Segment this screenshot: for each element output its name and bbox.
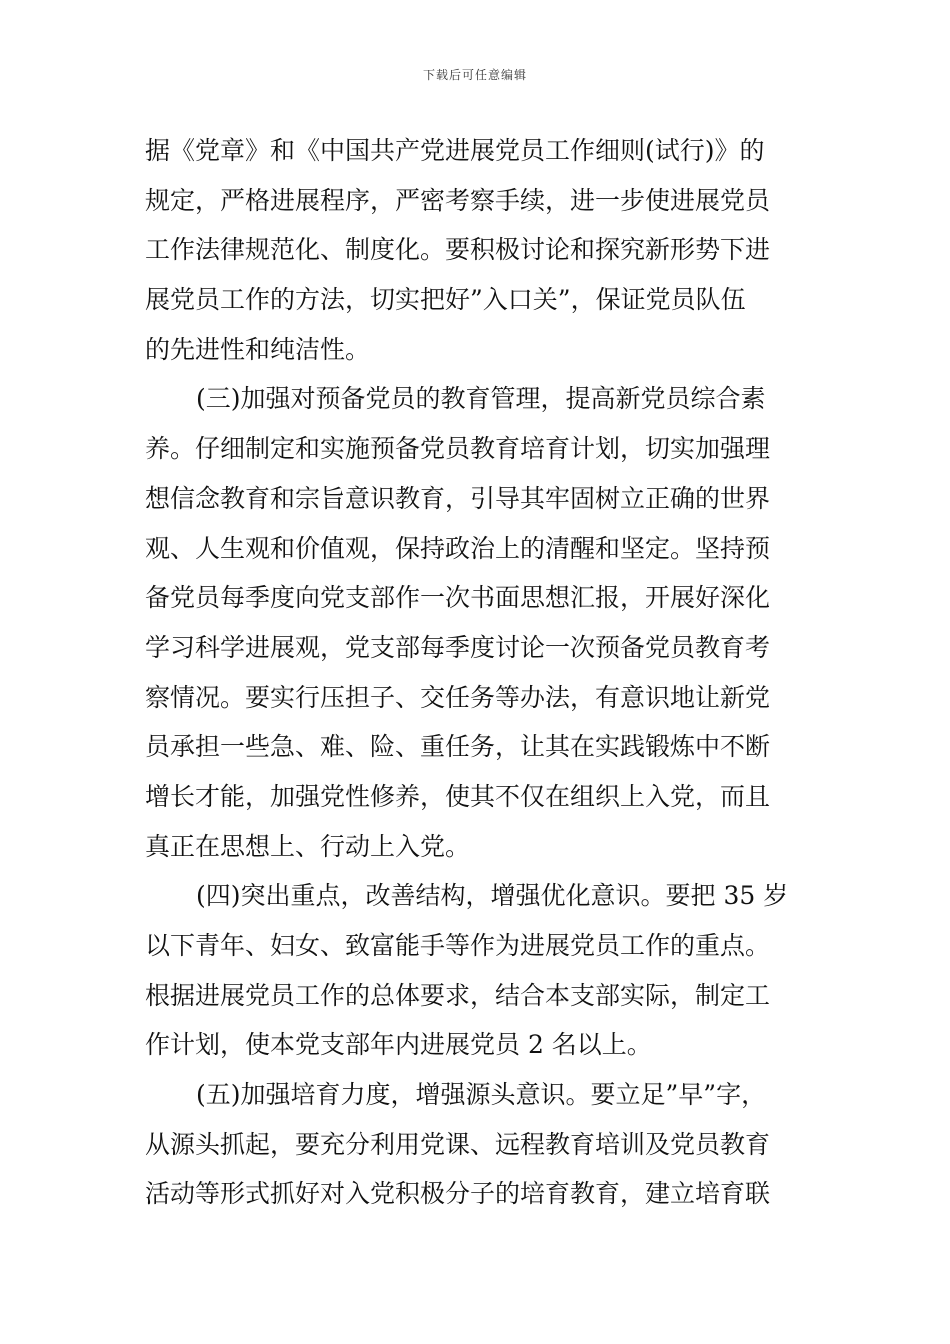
- text-line: 活动等形式抓好对入党积极分子的培育教育，建立培育联: [145, 1179, 771, 1209]
- section-heading-line: (五)加强培育力度，增强源头意识。要立足”早”字，: [196, 1080, 767, 1110]
- text-line: 真正在思想上、行动上入党。: [145, 831, 471, 861]
- text-line: 以下青年、妇女、致富能手等作为进展党员工作的重点。: [145, 931, 771, 960]
- section-heading-line: (三)加强对预备党员的教育管理，提高新党员综合素: [196, 384, 766, 414]
- text-line: 观、人生观和价值观，保持政治上的清醒和坚定。坚持预: [145, 533, 771, 563]
- page-header: 下载后可任意编辑: [422, 68, 527, 82]
- text-line: 展党员工作的方法，切实把好”入口关”，保证党员队伍: [145, 285, 746, 315]
- text-line: 学习科学进展观，党支部每季度讨论一次预备党员教育考: [145, 632, 771, 662]
- text-line: 根据进展党员工作的总体要求，结合本支部实际，制定工: [145, 980, 771, 1010]
- text-line: 想信念教育和宗旨意识教育，引导其牢固树立正确的世界: [145, 483, 771, 513]
- body-text: [145, 126, 810, 1219]
- text-line: 员承担一些急、难、险、重任务，让其在实践锻炼中不断: [145, 732, 771, 762]
- text-line: 据《党章》和《中国共产党进展党员工作细则(试行)》的: [145, 136, 765, 165]
- text-line: 从源头抓起，要充分利用党课、远程教育培训及党员教育: [145, 1129, 771, 1159]
- section-heading-line: (四)突出重点，改善结构，增强优化意识。要把 35 岁: [196, 881, 789, 911]
- text-line: 作计划，使本党支部年内进展党员 2 名以上。: [145, 1030, 652, 1060]
- text-line: 备党员每季度向党支部作一次书面思想汇报，开展好深化: [145, 583, 771, 613]
- text-line: 增长才能，加强党性修养，使其不仅在组织上入党，而且: [145, 781, 771, 811]
- text-line: 工作法律规范化、制度化。要积极讨论和探究新形势下进: [145, 235, 771, 265]
- text-line: 养。仔细制定和实施预备党员教育培育计划，切实加强理: [145, 434, 771, 464]
- text-line: 的先进性和纯洁性。: [145, 334, 371, 364]
- text-line: 规定，严格进展程序，严密考察手续，进一步使进展党员: [145, 185, 771, 215]
- text-line: 察情况。要实行压担子、交任务等办法，有意识地让新党: [145, 682, 771, 712]
